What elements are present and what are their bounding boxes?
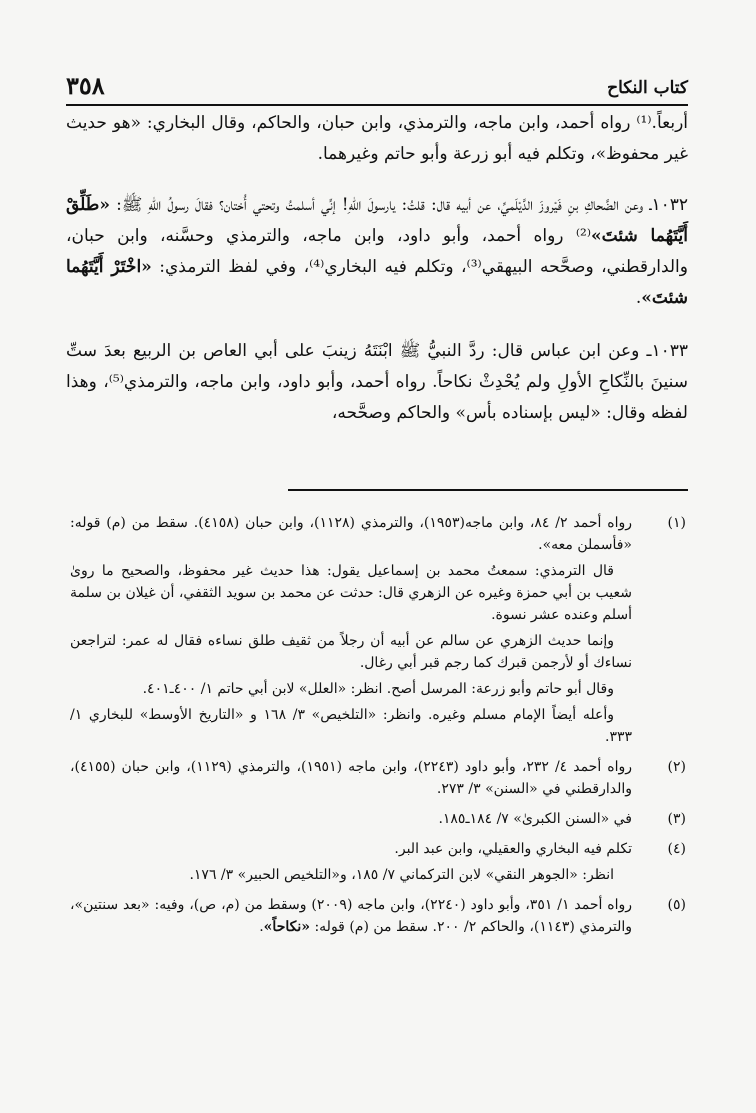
hadith-1032-quote-1: «طَلِّقْ أَيَّتَهُما شئتَ» — [66, 195, 688, 246]
hadith-1032-quote-2: «اخْتَرْ أَيَّتَهُما شئتَ» — [66, 257, 688, 308]
page-number: ٣٥٨ — [66, 71, 105, 100]
footnote-5 — [70, 894, 688, 938]
footnote-number: (١) — [667, 515, 686, 531]
footnote-4-line-2: انظر: «الجوهر النقي» لابن التركماني ٧/ ١٨٥، و«التلخيص الحبير» ٣/ ١٧٦. — [189, 867, 614, 883]
paragraph-continuation: أربعاً.⁽¹⁾ رواه أحمد، وابن ماجه، والترمذي، وابن حبان، والحاكم، وقال البخاري: «هو حديث غير محفوظ»، وتكلم فيه أبو زرعة وأبو حاتم وغيرهما. — [66, 113, 688, 164]
footnote-1 — [70, 512, 688, 748]
footnote-5-text — [70, 894, 632, 938]
footnote-1-line-3: وإنما حديث الزهري عن سالم عن أبيه أن رجلاً من ثقيف طلق نساءه فقال له عمر: لتراجعن نساءك أو لأرجمن قبرك كما رجم قبر أبي رغال. — [70, 633, 632, 671]
footnote-separator — [288, 489, 688, 491]
footnote-number: (٤) — [667, 841, 686, 857]
footnote-number: (٥) — [667, 897, 686, 913]
page-header — [66, 62, 688, 106]
footnote-5-body: رواه أحمد ١/ ٣٥١، وأبو داود (٢٢٤٠)، وابن ماجه (٢٠٠٩) وسقط من (م، ص)، وفيه: «بعد سنتين»، والترمذي (١١٤٣)، والحاكم ٢/ ٢٠٠. سقط من (م) قوله: — [70, 897, 633, 935]
footnote-5-end: . — [259, 919, 264, 935]
footnote-number: (٣) — [667, 811, 686, 827]
hadith-1032 — [66, 190, 688, 314]
footnote-4-text: تكلم فيه البخاري والعقيلي، وابن عبد البر. — [394, 841, 632, 857]
footnotes — [70, 512, 688, 946]
hadith-1032-text-a: ١٠٣٢ـ وعن الضَّحاكِ بنِ فَيْروزَ الدَّيْلَميِّ، عن أبيه قال: قلتُ: يارسولَ اللهِ! إنِّي أسلمتُ وتحتي أُختان؟ فقالَ رسولُ اللهِ ﷺ: — [109, 195, 688, 215]
footnote-2-text: رواه أحمد ٤/ ٢٣٢، وأبو داود (٢٢٤٣)، وابن ماجه (١٩٥١)، والترمذي (١١٢٩)، وابن حبان (٤١٥٥)، والدارقطني في «السنن» ٣/ ٢٧٣. — [70, 759, 633, 797]
footnote-1-line-5: وأعله أيضاً الإمام مسلم وغيره. وانظر: «التلخيص» ٣/ ١٦٨ و «التاريخ الأوسط» للبخاري ١/ ٣٣٣. — [70, 707, 632, 745]
footnote-3 — [70, 808, 688, 830]
footnote-5-bold-word: «نكاحاً» — [263, 919, 310, 935]
footnote-1-line-4: وقال أبو حاتم وأبو زرعة: المرسل أصح. انظر: «العلل» لابن أبي حاتم ١/ ٤٠٠ـ٤٠١. — [142, 681, 614, 697]
footnote-2 — [70, 756, 688, 800]
hadith-1032-text-b: ⁽²⁾ رواه أحمد، وأبو داود، وابن ماجه، والترمذي وحسَّنه، وابن حبان، والدارقطني، وصحَّحه البيهقي⁽³⁾، وتكلم فيه البخاري⁽⁴⁾، وفي لفظ الترمذي: — [66, 226, 688, 277]
footnote-4 — [70, 838, 688, 886]
footnote-1-line-2: قال الترمذي: سمعتُ محمد بن إسماعيل يقول: هذا حديث غير محفوظ، والصحيح ما روىٰ شعيب بن أبي حمزة وغيره عن الزهري قال: حدثت عن محمد بن سويد الثقفي، أن غيلان بن سلمة أسلم وعنده عشر نسوة. — [70, 563, 632, 623]
footnote-number: (٢) — [667, 759, 686, 775]
hadith-1033: ١٠٣٣ـ وعن ابن عباس قال: ردَّ النبيُّ ﷺ ابْنَتَهُ زينبَ على أبي العاص بن الربيع بعدَ ستِّ سنينَ بالنِّكاحِ الأولِ ولم يُحْدِثْ نكاحاً. رواه أحمد، وأبو داود، وابن ماجه، والترمذي⁽⁵⁾، وهذا لفظه وقال: «ليس بإسناده بأس» والحاكم وصحَّحه، — [66, 341, 689, 423]
book-title: كتاب النكاح — [607, 78, 688, 98]
footnote-3-text: في «السنن الكبرىٰ» ٧/ ١٨٤ـ١٨٥. — [438, 811, 632, 827]
main-text — [66, 108, 688, 429]
hadith-1032-text-c: . — [635, 288, 642, 308]
footnote-1-line-1: رواه أحمد ٢/ ٨٤، وابن ماجه(١٩٥٣)، والترمذي (١١٢٨)، وابن حبان (٤١٥٨). سقط من (م) قوله: «فأسملن معه». — [70, 515, 632, 553]
